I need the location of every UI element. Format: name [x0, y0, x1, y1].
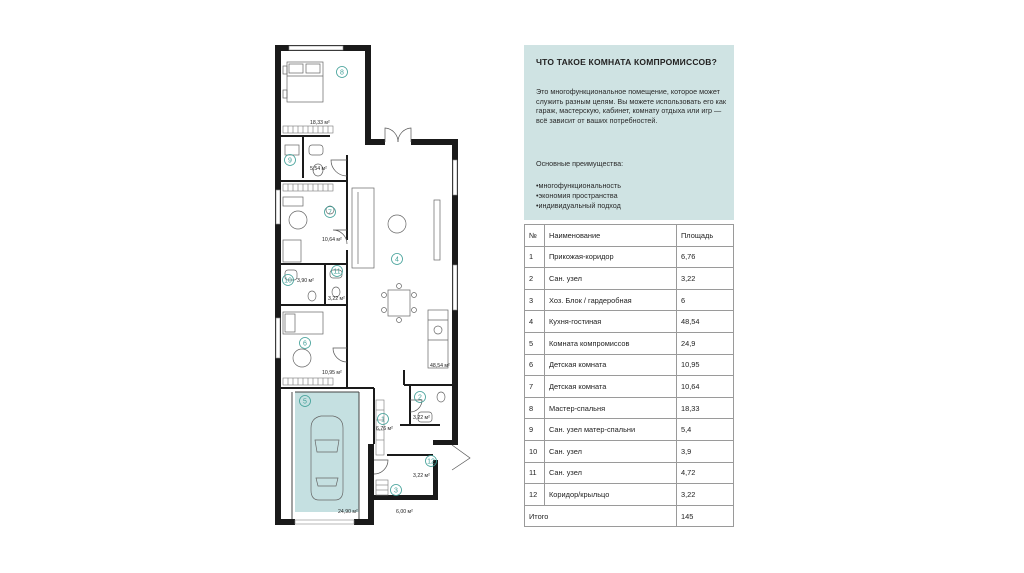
cell-area: 4,72: [677, 462, 734, 484]
cell-number: 4: [525, 311, 545, 333]
cell-name: Сан. узел матер-спальни: [545, 419, 677, 441]
cell-number: 5: [525, 332, 545, 354]
table-row: [525, 462, 734, 484]
table-row: [525, 354, 734, 376]
cell-area: 24,9: [677, 332, 734, 354]
table-row: [525, 376, 734, 398]
room-number: 12: [427, 458, 435, 466]
cell-area: 48,54: [677, 311, 734, 333]
room-number: 11: [333, 268, 341, 276]
table-row: [525, 419, 734, 441]
table-row: [525, 268, 734, 290]
room-number: 5: [303, 398, 307, 406]
cell-area: 6: [677, 289, 734, 311]
rooms-table: [524, 224, 734, 527]
info-title: ЧТО ТАКОЕ КОМНАТА КОМПРОМИССОВ?: [536, 57, 717, 67]
table-row: [525, 440, 734, 462]
room-area: 48,54 м²: [430, 363, 450, 369]
table-total-row: [525, 505, 734, 527]
table-row: [525, 289, 734, 311]
room-number: 7: [328, 209, 332, 217]
cell-name: Хоз. Блок / гардеробная: [545, 289, 677, 311]
cell-area: 3,22: [677, 268, 734, 290]
room-area: 5,54 м²: [310, 166, 327, 172]
cell-name: Кухня-гостиная: [545, 311, 677, 333]
cell-name: Прикожая-коридор: [545, 246, 677, 268]
cell-number: 9: [525, 419, 545, 441]
cell-number: 1: [525, 246, 545, 268]
room-number: 8: [340, 69, 344, 77]
cell-name: Детская комната: [545, 354, 677, 376]
cell-name: Детская комната: [545, 376, 677, 398]
cell-number: 12: [525, 484, 545, 506]
cell-area: 3,22: [677, 484, 734, 506]
cell-number: 11: [525, 462, 545, 484]
table-header-row: [525, 225, 734, 247]
room-area: 6,76 м²: [376, 426, 393, 432]
room-number: 1: [381, 416, 385, 424]
cell-area: 10,64: [677, 376, 734, 398]
benefit-item: •индивидуальный подход: [536, 201, 621, 210]
cell-name: Коридор/крыльцо: [545, 484, 677, 506]
room-area: 3,22 м²: [413, 473, 430, 479]
column-header-number: №: [525, 225, 545, 247]
cell-area: 6,76: [677, 246, 734, 268]
room-area: 24,90 м²: [338, 509, 358, 515]
room-number: 4: [395, 256, 399, 264]
info-paragraph: Это многофункциональное помещение, которое может служить разным целям. Вы можете использовать его как гараж, мастерскую, кабинет, комнату отдыха или игр — всё зависит от ваших потребностей.: [536, 87, 727, 125]
room-number: 9: [288, 157, 292, 165]
total-value: 145: [677, 505, 734, 527]
cell-area: 10,95: [677, 354, 734, 376]
cell-name: Сан. узел: [545, 462, 677, 484]
cell-number: 10: [525, 440, 545, 462]
cell-number: 2: [525, 268, 545, 290]
room-number: 10: [284, 277, 292, 285]
room-area: 6,00 м²: [396, 509, 413, 515]
room-number: 6: [303, 340, 307, 348]
table-row: [525, 484, 734, 506]
table-row: [525, 311, 734, 333]
benefit-item: •экономия пространства: [536, 191, 618, 200]
benefit-item: •многофункциональность: [536, 181, 622, 190]
info-panel: [524, 45, 734, 220]
room-number: 3: [394, 487, 398, 495]
cell-name: Сан. узел: [545, 268, 677, 290]
benefits-heading: Основные преимущества:: [536, 159, 624, 168]
total-label: Итого: [525, 505, 677, 527]
cell-area: 5,4: [677, 419, 734, 441]
cell-area: 3,9: [677, 440, 734, 462]
cell-area: 18,33: [677, 397, 734, 419]
cell-number: 3: [525, 289, 545, 311]
cell-number: 6: [525, 354, 545, 376]
cell-name: Мастер-спальня: [545, 397, 677, 419]
table-row: [525, 332, 734, 354]
room-area: 3,22 м²: [328, 296, 345, 302]
cell-number: 8: [525, 397, 545, 419]
cell-number: 7: [525, 376, 545, 398]
room-area: 3,22 м²: [413, 415, 430, 421]
table-row: [525, 246, 734, 268]
room-area: 18,33 м²: [310, 120, 330, 126]
table-row: [525, 397, 734, 419]
room-area: 10,64 м²: [322, 237, 342, 243]
room-area: 10,95 м²: [322, 370, 342, 376]
room-area: 3,90 м²: [297, 278, 314, 284]
cell-name: Сан. узел: [545, 440, 677, 462]
column-header-area: Площадь: [677, 225, 734, 247]
room-number: 2: [418, 394, 422, 402]
column-header-name: Наименование: [545, 225, 677, 247]
cell-name: Комната компромиссов: [545, 332, 677, 354]
